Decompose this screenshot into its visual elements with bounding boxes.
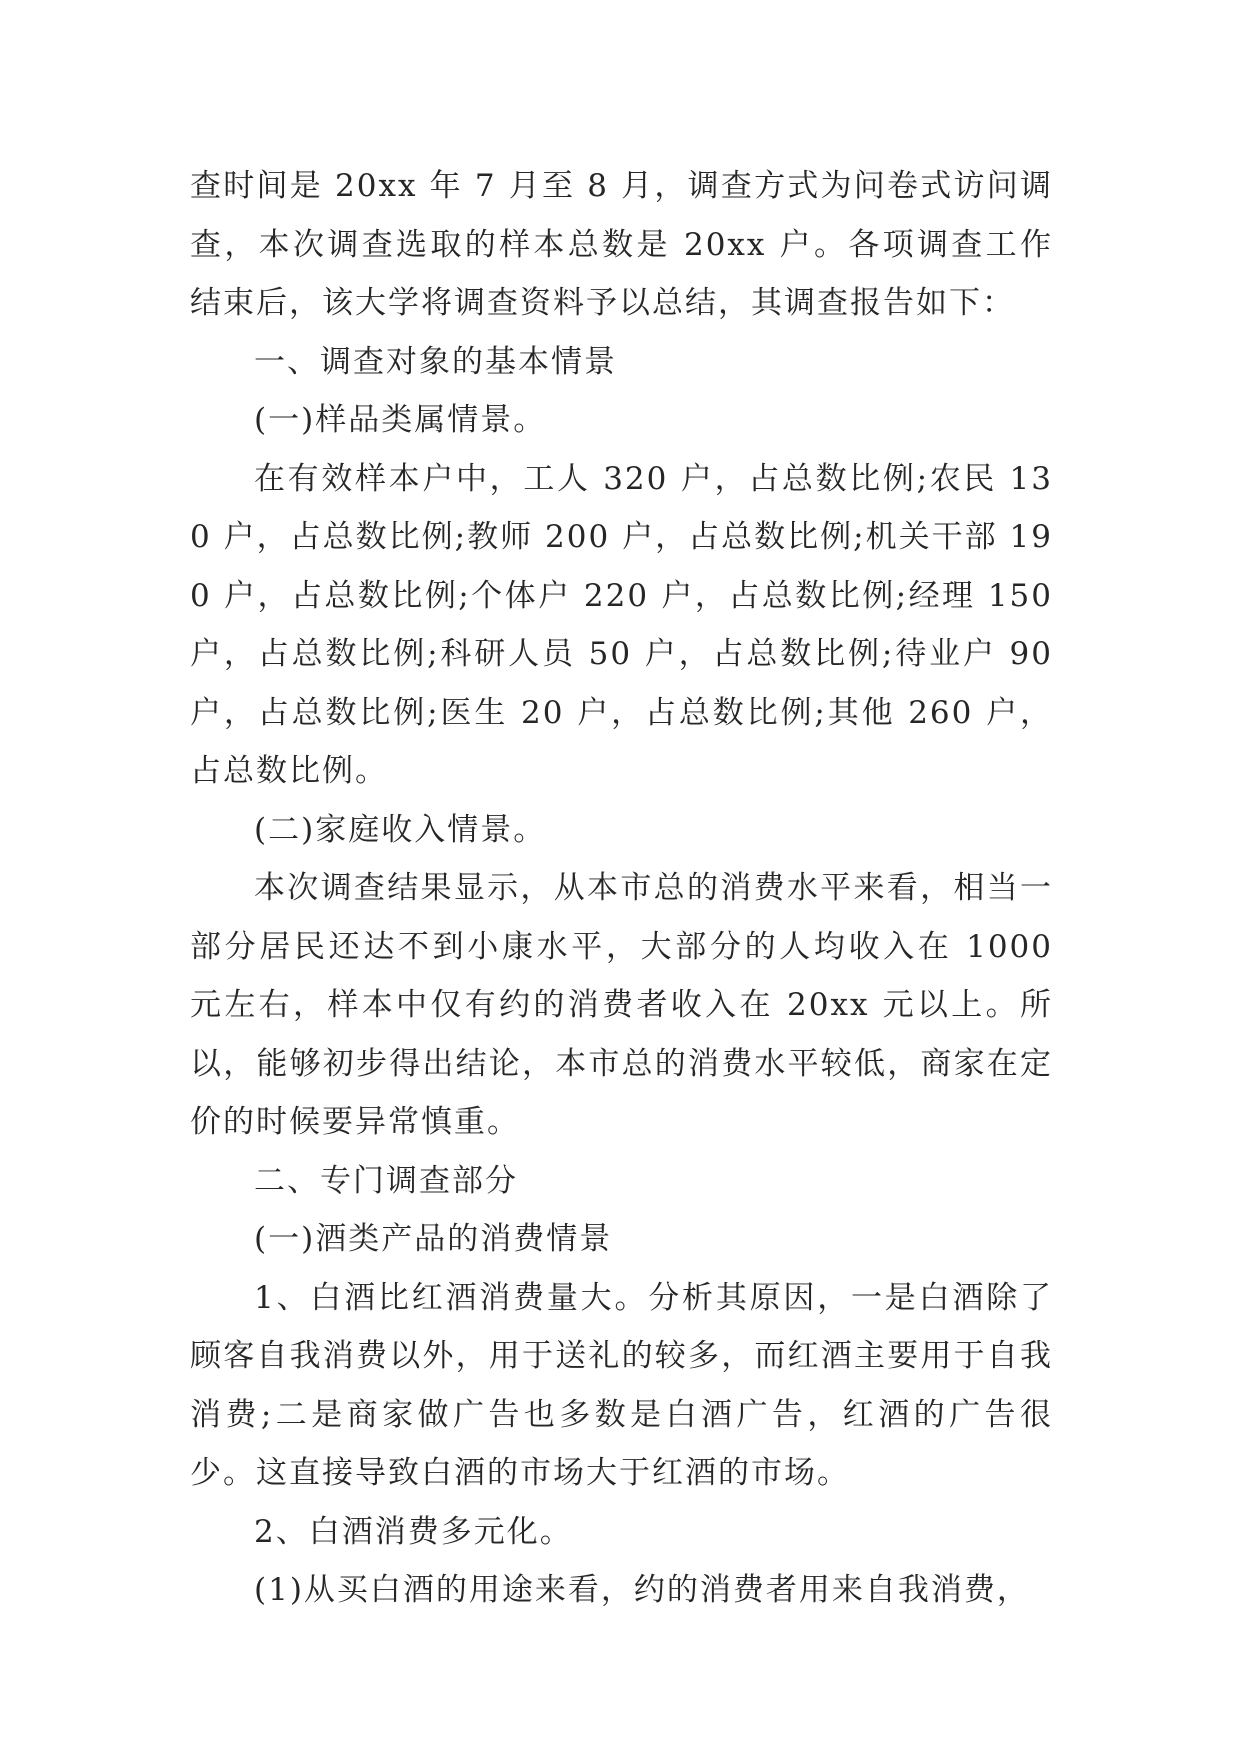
paragraph-survey-intro: 查时间是 20xx 年 7 月至 8 月，调查方式为问卷式访问调查，本次调查选取的样本总数是 20xx 户。各项调查工作结束后，该大学将调查资料予以总结，其调查报告如下： xyxy=(190,168,1053,321)
subheading-liquor-consumption: (一)酒类产品的消费情景 xyxy=(254,1221,613,1257)
paragraph-baijiu-diversification: 2、白酒消费多元化。 xyxy=(254,1513,573,1550)
paragraph-income-results: 本次调查结果显示，从本市总的消费水平来看，相当一部分居民还达不到小康水平，大部分的人均收入在 1000 元左右，样本中仅有约的消费者收入在 20xx 元以上。所以，能够初步得出结论，本市总的消费水平较低，商家在定价的时候要异常慎重。 xyxy=(190,870,1053,1140)
paragraph-sample-breakdown: 在有效样本户中，工人 320 户，占总数比例;农民 130 户，占总数比例;教师 200 户，占总数比例;机关干部 190 户，占总数比例;个体户 220 户，占总数比例;经理 150 户，占总数比例;科研人员 50 户，占总数比例;待业户 90 户，占总数比例;医生 20 户，占总数比例;其他 260 户，占总数比例。 xyxy=(190,460,1053,789)
document-body xyxy=(190,157,1053,1620)
heading-special-survey: 二、专门调查部分 xyxy=(254,1162,518,1199)
subheading-household-income: (二)家庭收入情景。 xyxy=(254,811,547,848)
paragraph-baijiu-usage: (1)从买白酒的用途来看，约的消费者用来自我消费， xyxy=(254,1572,1030,1608)
paragraph-baijiu-vs-wine: 1、白酒比红酒消费量大。分析其原因，一是白酒除了顾客自我消费以外，用于送礼的较多，而红酒主要用于自我消费;二是商家做广告也多数是白酒广告，红酒的广告很少。这直接导致白酒的市场大于红酒的市场。 xyxy=(190,1279,1053,1491)
subheading-sample-categories: (一)样品类属情景。 xyxy=(254,402,547,438)
heading-basic-situation: 一、调查对象的基本情景 xyxy=(254,343,617,380)
